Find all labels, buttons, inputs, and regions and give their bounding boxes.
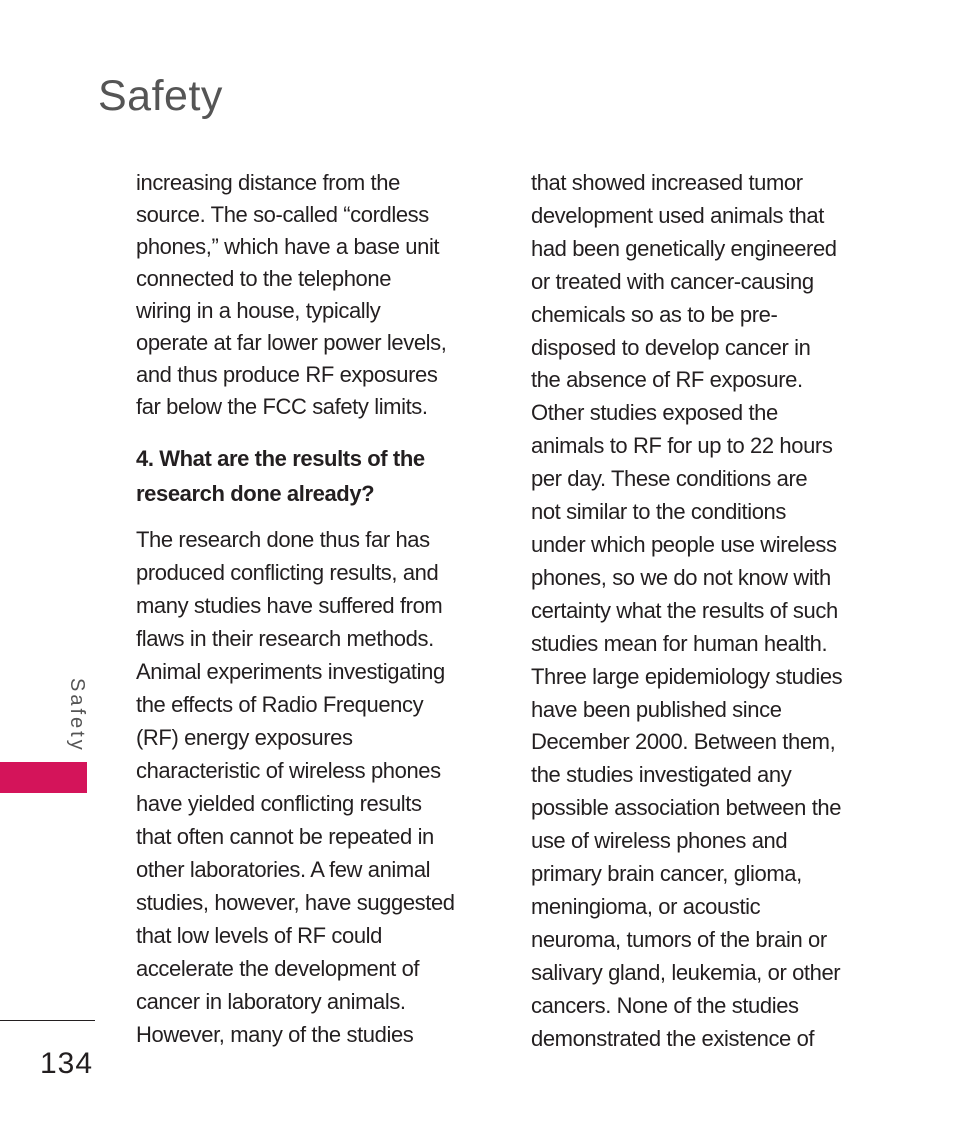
page-title: Safety (98, 72, 223, 120)
text-line: had been genetically engineered (531, 235, 837, 261)
text-line: many studies have suffered from (136, 593, 443, 618)
text-line: or treated with cancer-causing (531, 268, 814, 294)
text-line: studies, however, have suggested (136, 890, 455, 915)
text-line: However, many of the studies (136, 1022, 414, 1047)
text-line: other laboratories. A few animal (136, 857, 431, 882)
text-line: studies mean for human health. (531, 630, 828, 656)
heading-line: research done already? (136, 481, 375, 506)
text-line: source. The so-called “cordless (136, 202, 429, 227)
text-line: animals to RF for up to 22 hours (531, 433, 833, 459)
right-column (531, 167, 891, 1055)
text-line: development used animals that (531, 202, 824, 228)
text-line: that low levels of RF could (136, 923, 382, 948)
text-line: December 2000. Between them, (531, 729, 836, 755)
side-tab-label: Safety (66, 678, 88, 753)
page-number: 134 (40, 1047, 94, 1080)
text-line: primary brain cancer, glioma, (531, 861, 802, 887)
heading-line: 4. What are the results of the (136, 446, 425, 471)
text-line: phones,” which have a base unit (136, 234, 440, 259)
side-tab-accent-bar (0, 762, 87, 793)
text-line: possible association between the (531, 795, 842, 821)
text-line: the studies investigated any (531, 762, 792, 788)
text-line: certainty what the results of such (531, 597, 838, 623)
text-line: cancers. None of the studies (531, 992, 799, 1018)
left-column (136, 167, 486, 1051)
text-line: connected to the telephone (136, 266, 392, 291)
text-line: that showed increased tumor (531, 170, 803, 195)
text-line: and thus produce RF exposures (136, 362, 438, 387)
text-line: Other studies exposed the (531, 400, 778, 426)
text-line: have yielded conflicting results (136, 791, 422, 816)
footer-divider (0, 1020, 95, 1021)
text-line: phones, so we do not know with (531, 564, 831, 590)
paragraph-cordless-phones (136, 167, 486, 423)
paragraph-study-conditions (531, 167, 891, 1055)
text-line: produced conflicting results, and (136, 560, 439, 585)
text-line: Animal experiments investigating (136, 659, 445, 684)
text-line: disposed to develop cancer in (531, 334, 811, 360)
text-line: cancer in laboratory animals. (136, 989, 406, 1014)
text-line: per day. These conditions are (531, 466, 808, 492)
text-line: chemicals so as to be pre- (531, 301, 778, 327)
text-line: use of wireless phones and (531, 828, 788, 854)
text-line: (RF) energy exposures (136, 725, 353, 750)
text-line: Three large epidemiology studies (531, 663, 843, 689)
text-line: The research done thus far has (136, 527, 430, 552)
text-line: not similar to the conditions (531, 499, 786, 525)
text-line: increasing distance from the (136, 170, 400, 195)
text-line: salivary gland, leukemia, or other (531, 959, 841, 985)
text-line: that often cannot be repeated in (136, 824, 434, 849)
text-line: flaws in their research methods. (136, 626, 434, 651)
text-line: operate at far lower power levels, (136, 330, 447, 355)
text-line: neuroma, tumors of the brain or (531, 926, 827, 952)
paragraph-research-results (136, 523, 486, 1051)
text-line: under which people use wireless (531, 531, 837, 557)
text-line: have been published since (531, 696, 782, 722)
text-line: far below the FCC safety limits. (136, 394, 428, 419)
text-line: the effects of Radio Frequency (136, 692, 424, 717)
text-line: characteristic of wireless phones (136, 758, 441, 783)
text-line: meningioma, or acoustic (531, 893, 761, 919)
text-line: demonstrated the existence of (531, 1025, 815, 1051)
text-line: wiring in a house, typically (136, 298, 381, 323)
text-line: the absence of RF exposure. (531, 367, 803, 393)
text-line: accelerate the development of (136, 956, 420, 981)
section-heading-question-4 (136, 441, 486, 511)
